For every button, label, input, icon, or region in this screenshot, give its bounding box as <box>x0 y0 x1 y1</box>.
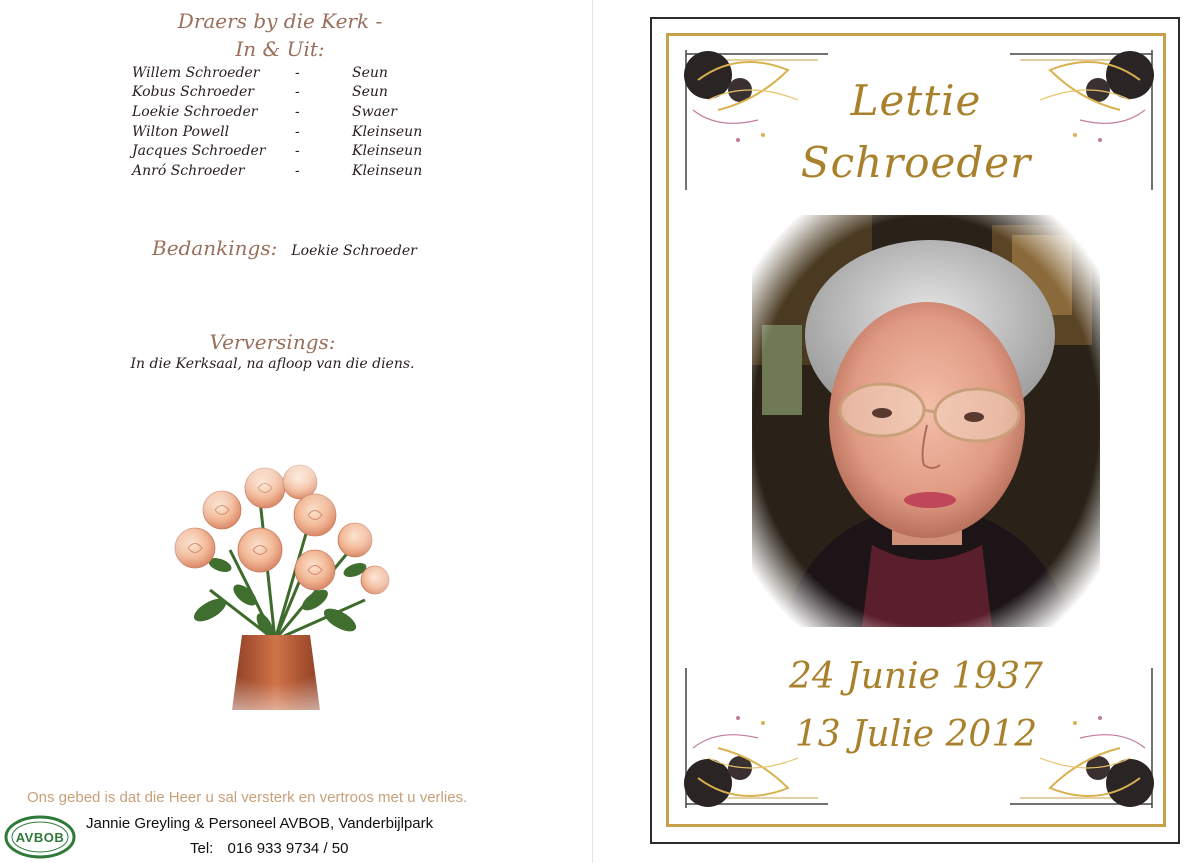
bearer-row <box>132 102 462 122</box>
tel-number: 016 933 9734 / 50 <box>227 840 349 857</box>
bearer-relation: Kleinseun <box>352 123 423 140</box>
cover-first-name: Lettie <box>850 76 982 125</box>
cover-surname: Schroeder <box>800 138 1032 187</box>
bearer-relation: Kleinseun <box>352 162 423 179</box>
prayer-text: Ons gebed is dat die Heer u sal versterk en vertroos met u verlies. <box>27 789 468 806</box>
bearer-name: Kobus Schroeder <box>132 84 254 101</box>
bearer-dash: - <box>295 64 300 81</box>
bearers-list <box>132 63 462 181</box>
bearer-relation: Swaer <box>352 103 397 120</box>
bearer-name: Wilton Powell <box>132 123 230 140</box>
bearer-row <box>132 141 462 161</box>
bearer-relation: Seun <box>352 84 388 101</box>
thanks-section <box>152 236 417 260</box>
bearer-dash: - <box>295 84 300 101</box>
bearer-row <box>132 122 462 142</box>
bearer-name: Anró Schroeder <box>132 162 245 179</box>
bearer-name: Jacques Schroeder <box>132 143 266 160</box>
portrait-photo <box>752 215 1100 627</box>
bearer-row <box>132 83 462 103</box>
telephone-line <box>190 840 348 857</box>
bearer-relation: Kleinseun <box>352 143 423 160</box>
refreshments-heading: Verversings: <box>209 330 336 354</box>
death-date: 13 Julie 2012 <box>794 714 1038 755</box>
bearer-dash: - <box>295 123 300 140</box>
bearer-dash: - <box>295 143 300 160</box>
thanks-name: Loekie Schroeder <box>291 243 417 259</box>
bearer-relation: Seun <box>352 64 388 81</box>
refreshments-text: In die Kerksaal, na afloop van die diens. <box>130 356 415 372</box>
bearer-row <box>132 63 462 83</box>
bearer-name: Willem Schroeder <box>132 64 260 81</box>
birth-date: 24 Junie 1937 <box>789 656 1043 697</box>
bearers-heading-line1: Draers by die Kerk - <box>177 9 383 33</box>
bearer-name: Loekie Schroeder <box>132 103 258 120</box>
thanks-heading: Bedankings: <box>152 236 278 260</box>
page-fold <box>592 0 593 863</box>
avbob-logo-text: AVBOB <box>15 829 65 845</box>
roses-in-vase-image <box>150 460 400 720</box>
undertaker-text: Jannie Greyling & Personeel AVBOB, Vanderbijlpark <box>86 815 434 832</box>
bearer-dash: - <box>295 103 300 120</box>
bearer-dash: - <box>295 162 300 179</box>
programme-left-page <box>0 0 592 863</box>
bearer-row <box>132 161 462 181</box>
tel-label: Tel: <box>190 840 214 857</box>
bearers-heading-line2: In & Uit: <box>235 37 325 61</box>
avbob-logo <box>4 815 76 859</box>
